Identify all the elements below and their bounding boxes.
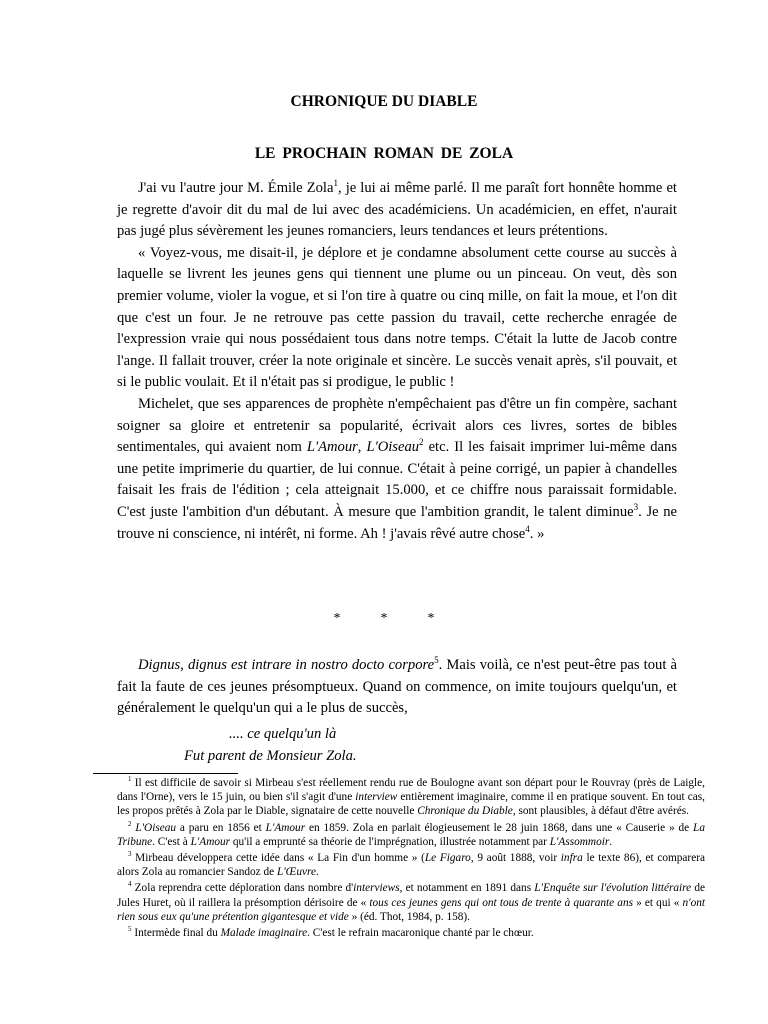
- book-title: L'Amour: [306, 439, 358, 456]
- text-run: » et qui «: [633, 896, 683, 909]
- footnote-ref-4[interactable]: 4: [525, 523, 530, 534]
- book-title: L'Oiseau: [366, 439, 420, 456]
- italic-term: n'ont rien sous eux qu'une prétention gigantesque et vide: [117, 896, 705, 923]
- footnote-marker: 1: [128, 775, 132, 784]
- italic-term: interviews: [353, 882, 400, 895]
- text-run: etc. Il les faisait imprimer lui-même dans une petite imprimerie du quartier, de lui connue. C'était à peine corrigé, un papier à chandelles faisait les frais de l'édition ; cela atteignait 15.000, et ce chiffre nous paraissait formidable. C'est juste l'ambition d'un débutant. À mesure que l'ambition grandit, le talent diminue: [117, 439, 678, 520]
- text-run: ,: [357, 439, 367, 456]
- paragraph-4: [117, 655, 677, 720]
- text-run: Zola reprendra cette déploration dans nombre d': [131, 882, 354, 895]
- text-run: en 1859. Zola en parlait élogieusement le 28 juin 1868, dans une « Causerie » de: [305, 821, 694, 834]
- footnote-marker: 3: [128, 850, 132, 859]
- verse-line-2: Fut parent de Monsieur Zola.: [184, 748, 357, 764]
- text-run: , 9 août 1888, voir: [470, 852, 561, 865]
- footnote-ref-5[interactable]: 5: [434, 655, 439, 666]
- text-run: . C'est à: [152, 835, 191, 848]
- footnotes: [117, 773, 705, 940]
- article-title: LE PROCHAIN ROMAN DE ZOLA: [254, 145, 514, 162]
- text-run: Il est difficile de savoir si Mirbeau s'est réellement rendu rue de Boulogne avant son départ pour le Rouvray (près de Laigle, dans l'Orne), vers le 15 juin, ou bien s'il s'agit d'une: [117, 777, 705, 804]
- italic-term: L'Amour: [265, 821, 306, 834]
- text-run: Mirbeau développera cette idée dans « La Fin d'un homme » (: [131, 852, 425, 865]
- footnote-5: [117, 926, 705, 940]
- footnote-3: [117, 851, 705, 879]
- asterisk: *: [427, 611, 435, 626]
- text-run: de Jules Huret, où il raillera la présomption dérisoire de «: [117, 882, 705, 909]
- text-run: . Mais voilà, ce n'est peut-être pas tout à fait la faute de ces jeunes présomptueux. Quand on commence, on imite toujours quelqu'un, et généralement le quelqu'un qui a le plus de succès,: [117, 657, 677, 717]
- italic-term: Chronique du Diable: [417, 805, 513, 818]
- text-run: . Je ne trouve ni conscience, ni intérêt, ni forme. Ah ! j'avais rêvé autre chose: [117, 503, 677, 542]
- text-run: qu'il a emprunté sa théorie de l'imprégnation, illustrée notamment par: [230, 835, 550, 848]
- footnote-2: [117, 821, 705, 849]
- text-run: entièrement imaginaire, comme il en pratique souvent. En tout cas, les propos prêtés à Zola par le Diable, signataire de cette nouvelle: [117, 791, 706, 818]
- footnote-ref-1[interactable]: 1: [333, 178, 338, 189]
- text-run: a paru en 1856 et: [176, 821, 266, 834]
- chronicle-heading: CHRONIQUE DU DIABLE: [290, 93, 478, 110]
- italic-term: Le Figaro: [424, 852, 471, 865]
- text-run: .: [316, 866, 319, 879]
- verse-line-1: .... ce quelqu'un là: [229, 726, 337, 742]
- text-run: Michelet, que ses apparences de prophète n'empêchaient pas d'être un fin compère, sachant soigner sa gloire et entretenir sa popularité, écrivait alors ces livres, sortes de bibles sentimentales, qui avaient nom: [117, 395, 677, 456]
- text-run: , et notamment en 1891 dans: [399, 882, 535, 895]
- article-body-part-1: [117, 178, 677, 545]
- text-run: , je lui ai même parlé. Il me paraît fort honnête homme et je regrette d'avoir dit du mal de lui avec des académiciens. Un académicien, en effet, n'aurait pas jugé plus sévèrement les jeunes romanciers, leurs tendances et leurs prétentions.: [117, 180, 677, 240]
- text-run: . »: [529, 525, 545, 542]
- article-body-part-2: [117, 655, 677, 720]
- italic-term: L'Assommoir: [549, 835, 610, 848]
- italic-term: tous ces jeunes gens qui ont tous de trente à quarante ans: [369, 896, 633, 909]
- paragraph-2: « Voyez-vous, me disait-il, je déplore et je condamne absolument cette course au succès à laquelle se livrent les jeunes gens qui tiennent une plume ou un pinceau. On veut, dès son premier volume, violer la vogue, et si l'on tire à quatre ou cinq mille, on fait la moue, et l'on dit que c'est un four. Je ne retrouve pas cette passion du travail, cette recherche enragée de l'expression vraie qui nous possédaient tous dans notre temps. C'était la lutte de Jacob contre l'ange. Il fallait trouver, créer la note originale et sincère. Le succès venait après, s'il pouvait, et si le public voulait. Et il n'était pas si prodigue, le public !: [117, 244, 677, 391]
- paragraph-1: [117, 178, 677, 243]
- footnote-ref-2[interactable]: 2: [419, 437, 424, 448]
- latin-quote: Dignus, dignus est intrare in nostro docto corpore: [138, 657, 435, 673]
- text-run: J'ai vu l'autre jour M. Émile Zola: [138, 180, 334, 196]
- footnote-marker: 4: [128, 880, 132, 889]
- italic-term: L'Œuvre: [276, 866, 316, 879]
- text-run: Intermède final du: [131, 927, 221, 940]
- footnote-marker: 2: [128, 819, 132, 828]
- italic-term: La Tribune: [117, 821, 705, 848]
- italic-term: L'Amour: [190, 835, 231, 848]
- italic-term: Malade imaginaire: [220, 927, 308, 940]
- text-run: le texte 86), et comparera alors Zola au romancier Sandoz de: [117, 852, 705, 879]
- section-separator: [0, 611, 768, 627]
- asterisk: *: [380, 611, 388, 626]
- italic-term: infra: [560, 852, 583, 865]
- italic-term: L'Enquête sur l'évolution littéraire: [534, 882, 692, 895]
- paragraph-3: [117, 394, 677, 545]
- footnote-4: [117, 881, 705, 924]
- footnote-marker: 5: [128, 925, 132, 934]
- text-run: » (éd. Thot, 1984, p. 158).: [348, 910, 470, 923]
- text-run: , sont plausibles, à défaut d'être avérés.: [512, 805, 689, 818]
- italic-term: L'Oiseau: [135, 821, 177, 834]
- footnote-ref-3[interactable]: 3: [633, 502, 639, 513]
- asterisk: *: [333, 611, 341, 626]
- footnote-1: [117, 776, 705, 819]
- text-run: . C'est le refrain macaronique chanté par le chœur.: [307, 927, 534, 940]
- text-run: .: [609, 835, 613, 848]
- italic-term: interview: [355, 791, 398, 804]
